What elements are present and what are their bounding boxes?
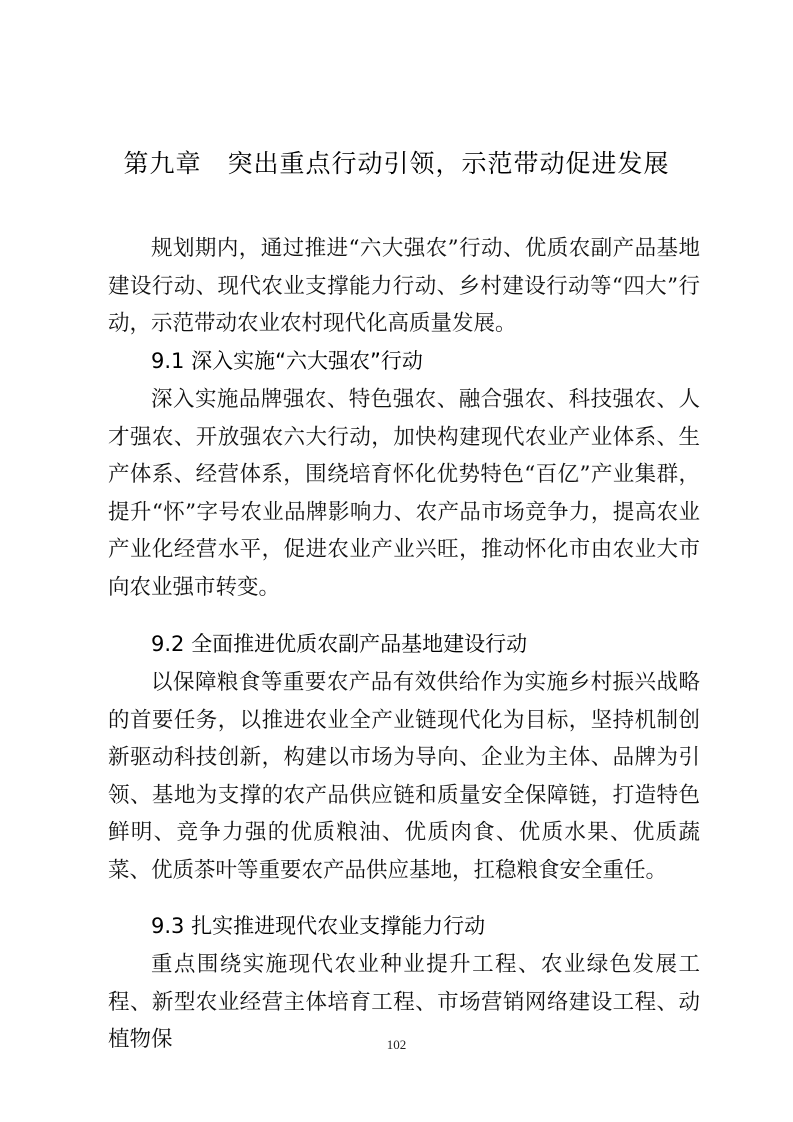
section-body-9-3: 重点围绕实施现代农业种业提升工程、农业绿色发展工程、新型农业经营主体培育工程、市场营销网络建设工程、动植物保 (108, 952, 700, 1053)
chapter-title: 第九章 突出重点行动引领，示范带动促进发展 (123, 149, 670, 178)
section-heading-9-3: 9.3 扎实推进现代农业支撑能力行动 (151, 914, 486, 938)
section-body-9-2: 以保障粮食等重要农产品有效供给作为实施乡村振兴战略的首要任务，以推进农业全产业链现代化为目标，坚持机制创新驱动科技创新，构建以市场为导向、企业为主体、品牌为引领、基地为支撑的农产品供应链和质量安全保障链，打造特色鲜明、竞争力强的优质粮油、优质肉食、优质水果、优质蔬菜、优质茶叶等重要农产品供应基地，扛稳粮食安全重任。 (108, 670, 700, 883)
section-heading-9-2: 9.2 全面推进优质农副产品基地建设行动 (151, 632, 528, 656)
section-body-9-1: 深入实施品牌强农、特色强农、融合强农、科技强农、人才强农、开放强农六大行动，加快构建现代农业产业体系、生产体系、经营体系，围绕培育怀化优势特色“百亿”产业集群，提升“怀”字号农业品牌影响力、农产品市场竞争力，提高农业产业化经营水平，促进农业产业兴旺，推动怀化市由农业大市向农业强市转变。 (108, 387, 700, 600)
intro-paragraph: 规划期内，通过推进“六大强农”行动、优质农副产品基地建设行动、现代农业支撑能力行动、乡村建设行动等“四大”行动，示范带动农业农村现代化高质量发展。 (108, 236, 700, 337)
section-heading-9-1: 9.1 深入实施“六大强农”行动 (151, 349, 423, 373)
page-number: 102 (386, 1037, 407, 1052)
